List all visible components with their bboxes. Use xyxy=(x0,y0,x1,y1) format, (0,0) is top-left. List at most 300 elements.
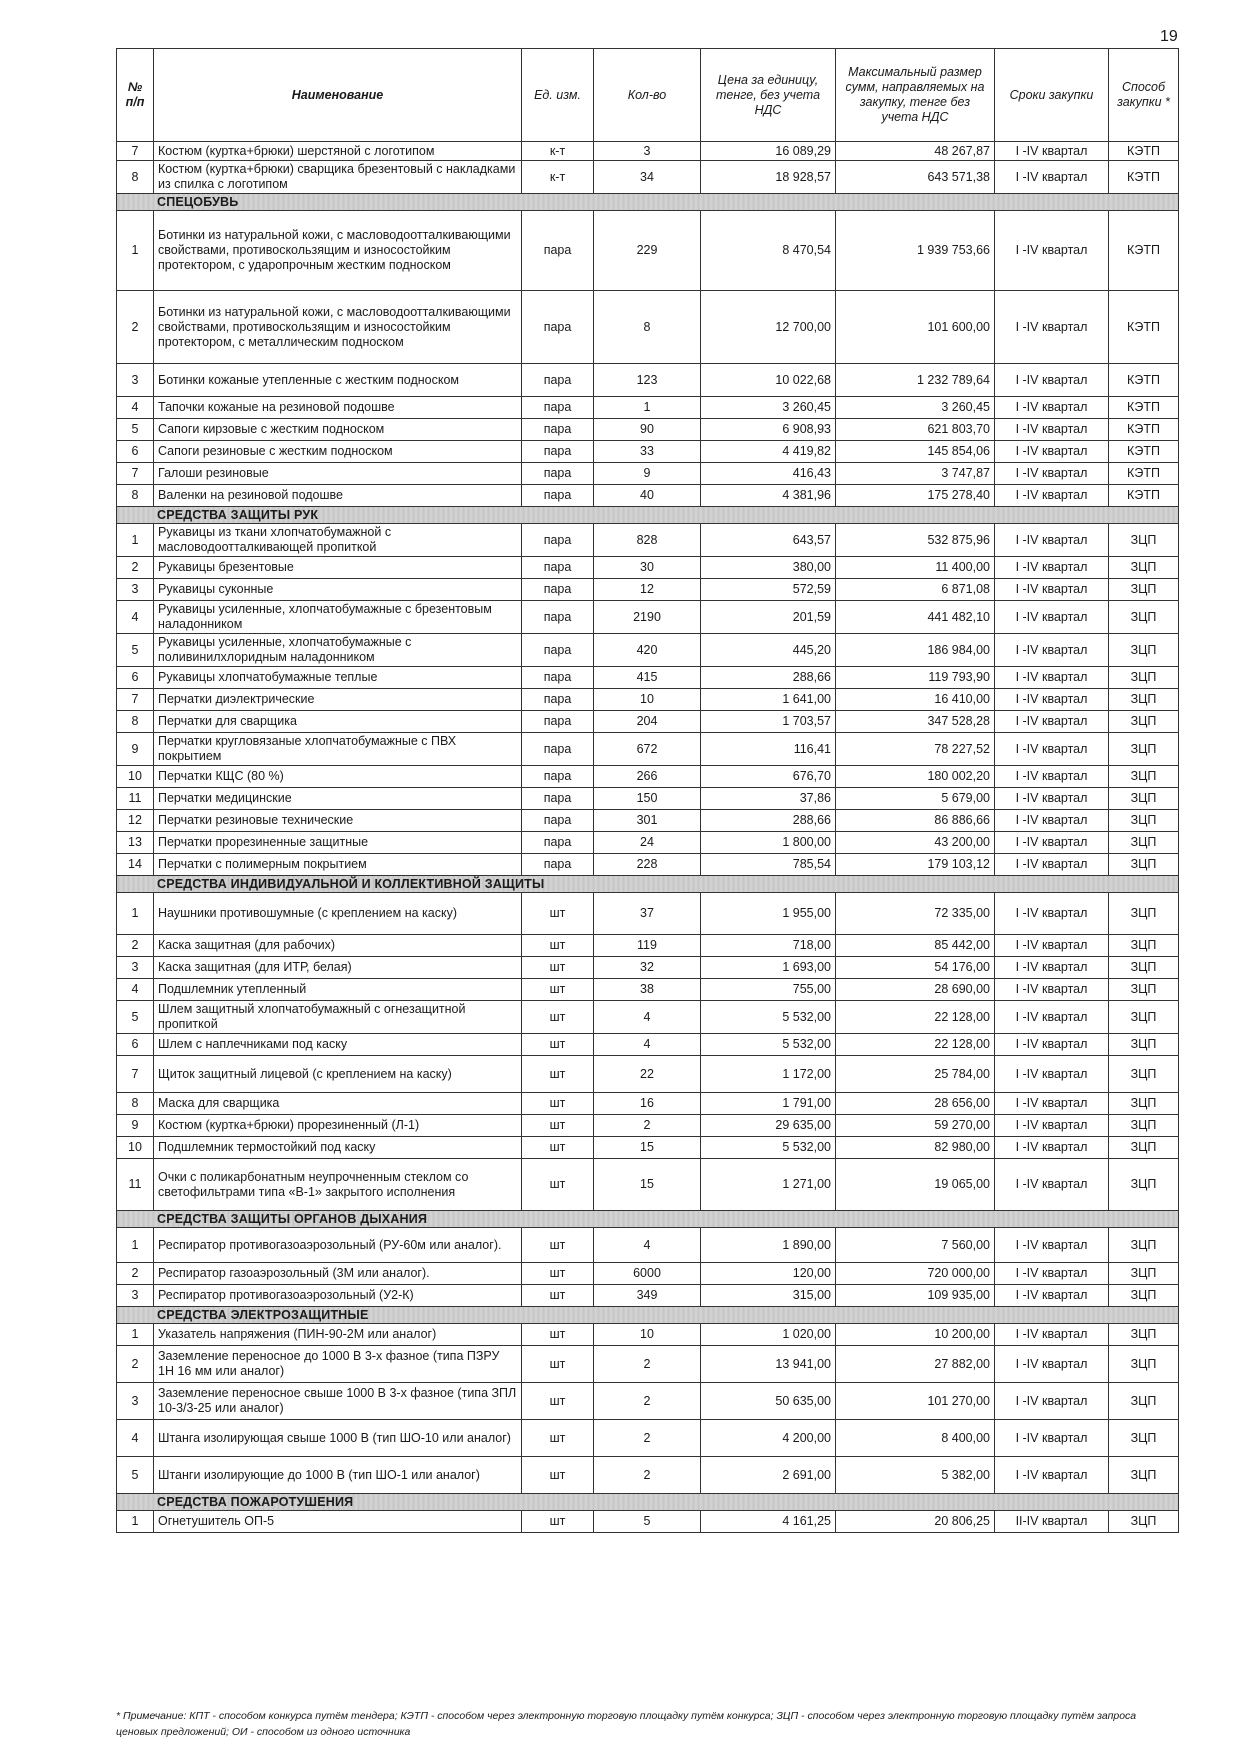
row-num: 5 xyxy=(117,1457,154,1494)
row-num: 3 xyxy=(117,957,154,979)
table-row xyxy=(117,1001,1179,1034)
row-term: I -IV квартал xyxy=(995,832,1109,854)
section-title: СРЕДСТВА ЗАЩИТЫ ОРГАНОВ ДЫХАНИЯ xyxy=(117,1211,1179,1228)
row-sum: 28 656,00 xyxy=(836,1093,995,1115)
row-method: ЗЦП xyxy=(1109,1056,1179,1093)
table-row xyxy=(117,1383,1179,1420)
row-term: I -IV квартал xyxy=(995,1001,1109,1034)
row-unit: шт xyxy=(522,1137,594,1159)
table-row xyxy=(117,979,1179,1001)
row-method: ЗЦП xyxy=(1109,893,1179,935)
row-qty: 32 xyxy=(594,957,701,979)
row-sum: 532 875,96 xyxy=(836,524,995,557)
row-method: КЭТП xyxy=(1109,211,1179,291)
row-sum: 180 002,20 xyxy=(836,766,995,788)
row-method: КЭТП xyxy=(1109,142,1179,161)
table-row xyxy=(117,957,1179,979)
row-price: 1 020,00 xyxy=(701,1324,836,1346)
table-row xyxy=(117,419,1179,441)
row-name: Подшлемник утепленный xyxy=(154,979,522,1001)
row-unit: шт xyxy=(522,1285,594,1307)
col-header-unit: Ед. изм. xyxy=(522,49,594,142)
row-sum: 5 382,00 xyxy=(836,1457,995,1494)
table-row xyxy=(117,1034,1179,1056)
row-name: Респиратор противогазоаэрозольный (РУ-60м или аналог). xyxy=(154,1228,522,1263)
row-price: 8 470,54 xyxy=(701,211,836,291)
row-num: 10 xyxy=(117,766,154,788)
row-method: КЭТП xyxy=(1109,463,1179,485)
row-sum: 119 793,90 xyxy=(836,667,995,689)
row-term: I -IV квартал xyxy=(995,766,1109,788)
row-price: 50 635,00 xyxy=(701,1383,836,1420)
row-price: 3 260,45 xyxy=(701,397,836,419)
section-header-row xyxy=(117,507,1179,524)
row-name: Перчатки диэлектрические xyxy=(154,689,522,711)
col-header-max-sum: Максимальный размер сумм, направляемых на закупку, тенге без учета НДС xyxy=(836,49,995,142)
row-unit: к-т xyxy=(522,161,594,194)
row-price: 718,00 xyxy=(701,935,836,957)
row-unit: пара xyxy=(522,364,594,397)
row-name: Очки с поликарбонатным неупрочненным стеклом со светофильтрами типа «В-1» закрытого исполнения xyxy=(154,1159,522,1211)
row-name: Перчатки резиновые технические xyxy=(154,810,522,832)
row-method: ЗЦП xyxy=(1109,689,1179,711)
row-term: I -IV квартал xyxy=(995,364,1109,397)
row-sum: 19 065,00 xyxy=(836,1159,995,1211)
row-method: ЗЦП xyxy=(1109,957,1179,979)
row-term: I -IV квартал xyxy=(995,788,1109,810)
row-price: 380,00 xyxy=(701,557,836,579)
table-row xyxy=(117,893,1179,935)
row-qty: 2 xyxy=(594,1383,701,1420)
row-name: Наушники противошумные (с креплением на каску) xyxy=(154,893,522,935)
table-row xyxy=(117,557,1179,579)
row-unit: пара xyxy=(522,854,594,876)
row-qty: 123 xyxy=(594,364,701,397)
row-name: Маска для сварщика xyxy=(154,1093,522,1115)
table-row xyxy=(117,634,1179,667)
row-method: ЗЦП xyxy=(1109,832,1179,854)
row-qty: 15 xyxy=(594,1159,701,1211)
row-name: Щиток защитный лицевой (с креплением на каску) xyxy=(154,1056,522,1093)
table-row xyxy=(117,1263,1179,1285)
row-unit: к-т xyxy=(522,142,594,161)
table-row xyxy=(117,142,1179,161)
row-term: I -IV квартал xyxy=(995,957,1109,979)
row-sum: 3 260,45 xyxy=(836,397,995,419)
row-num: 8 xyxy=(117,1093,154,1115)
row-term: I -IV квартал xyxy=(995,1093,1109,1115)
row-num: 10 xyxy=(117,1137,154,1159)
row-unit: шт xyxy=(522,1420,594,1457)
row-method: ЗЦП xyxy=(1109,810,1179,832)
row-unit: пара xyxy=(522,485,594,507)
row-term: I -IV квартал xyxy=(995,1383,1109,1420)
section-title: СРЕДСТВА ПОЖАРОТУШЕНИЯ xyxy=(117,1494,1179,1511)
row-name: Сапоги кирзовые с жестким подноском xyxy=(154,419,522,441)
row-qty: 24 xyxy=(594,832,701,854)
row-term: I -IV квартал xyxy=(995,979,1109,1001)
row-sum: 22 128,00 xyxy=(836,1001,995,1034)
row-unit: шт xyxy=(522,1228,594,1263)
row-name: Перчатки кругловязаные хлопчатобумажные с ПВХ покрытием xyxy=(154,733,522,766)
table-row xyxy=(117,1420,1179,1457)
table-row xyxy=(117,463,1179,485)
row-num: 13 xyxy=(117,832,154,854)
row-method: ЗЦП xyxy=(1109,667,1179,689)
row-price: 18 928,57 xyxy=(701,161,836,194)
row-sum: 8 400,00 xyxy=(836,1420,995,1457)
row-term: I -IV квартал xyxy=(995,485,1109,507)
row-term: I -IV квартал xyxy=(995,397,1109,419)
section-title: СРЕДСТВА ЗАЩИТЫ РУК xyxy=(117,507,1179,524)
row-sum: 643 571,38 xyxy=(836,161,995,194)
row-term: I -IV квартал xyxy=(995,711,1109,733)
row-unit: шт xyxy=(522,1056,594,1093)
table-row xyxy=(117,1137,1179,1159)
row-price: 1 890,00 xyxy=(701,1228,836,1263)
row-unit: шт xyxy=(522,935,594,957)
row-term: I -IV квартал xyxy=(995,1263,1109,1285)
row-method: ЗЦП xyxy=(1109,1285,1179,1307)
row-price: 288,66 xyxy=(701,667,836,689)
table-row xyxy=(117,1285,1179,1307)
row-qty: 90 xyxy=(594,419,701,441)
row-method: ЗЦП xyxy=(1109,711,1179,733)
row-name: Ботинки кожаные утепленные с жестким подноском xyxy=(154,364,522,397)
row-method: КЭТП xyxy=(1109,397,1179,419)
table-row xyxy=(117,291,1179,364)
row-num: 3 xyxy=(117,1285,154,1307)
table-row xyxy=(117,711,1179,733)
row-term: I -IV квартал xyxy=(995,524,1109,557)
row-qty: 2 xyxy=(594,1457,701,1494)
row-qty: 228 xyxy=(594,854,701,876)
row-price: 37,86 xyxy=(701,788,836,810)
row-num: 5 xyxy=(117,419,154,441)
row-name: Тапочки кожаные на резиновой подошве xyxy=(154,397,522,419)
row-term: I -IV квартал xyxy=(995,579,1109,601)
footnote: * Примечание: КПТ - способом конкурса путём тендера; КЭТП - способом через электронную торговую площадку путём конкурса; ЗЦП - способом через электронную торговую площадку путём запроса ценовых предложений; ОИ - способом из одного источника xyxy=(116,1710,1137,1738)
col-header-qty: Кол-во xyxy=(594,49,701,142)
row-term: I -IV квартал xyxy=(995,1137,1109,1159)
row-term: I -IV квартал xyxy=(995,1228,1109,1263)
section-header-row xyxy=(117,876,1179,893)
table-row xyxy=(117,854,1179,876)
table-row xyxy=(117,1228,1179,1263)
table-row xyxy=(117,667,1179,689)
row-name: Респиратор газоаэрозольный (3М или аналог). xyxy=(154,1263,522,1285)
table-row xyxy=(117,161,1179,194)
row-term: I -IV квартал xyxy=(995,1115,1109,1137)
row-name: Огнетушитель ОП-5 xyxy=(154,1511,522,1533)
table-row xyxy=(117,485,1179,507)
row-num: 7 xyxy=(117,142,154,161)
row-price: 445,20 xyxy=(701,634,836,667)
row-method: ЗЦП xyxy=(1109,1093,1179,1115)
row-qty: 5 xyxy=(594,1511,701,1533)
row-num: 8 xyxy=(117,485,154,507)
row-sum: 720 000,00 xyxy=(836,1263,995,1285)
row-price: 5 532,00 xyxy=(701,1001,836,1034)
section-header-row xyxy=(117,194,1179,211)
table-row xyxy=(117,788,1179,810)
row-price: 416,43 xyxy=(701,463,836,485)
row-sum: 347 528,28 xyxy=(836,711,995,733)
row-sum: 59 270,00 xyxy=(836,1115,995,1137)
row-qty: 37 xyxy=(594,893,701,935)
row-sum: 1 939 753,66 xyxy=(836,211,995,291)
col-header-terms: Сроки закупки xyxy=(995,49,1109,142)
row-qty: 229 xyxy=(594,211,701,291)
row-price: 2 691,00 xyxy=(701,1457,836,1494)
row-name: Перчатки для сварщика xyxy=(154,711,522,733)
row-num: 2 xyxy=(117,291,154,364)
row-qty: 2 xyxy=(594,1115,701,1137)
row-qty: 12 xyxy=(594,579,701,601)
row-num: 4 xyxy=(117,979,154,1001)
row-sum: 22 128,00 xyxy=(836,1034,995,1056)
row-num: 6 xyxy=(117,441,154,463)
row-price: 29 635,00 xyxy=(701,1115,836,1137)
row-qty: 33 xyxy=(594,441,701,463)
row-name: Подшлемник термостойкий под каску xyxy=(154,1137,522,1159)
row-qty: 2 xyxy=(594,1346,701,1383)
row-qty: 349 xyxy=(594,1285,701,1307)
row-name: Рукавицы усиленные, хлопчатобумажные с поливинилхлоридным наладонником xyxy=(154,634,522,667)
col-header-name: Наименование xyxy=(154,49,522,142)
row-qty: 4 xyxy=(594,1034,701,1056)
row-method: ЗЦП xyxy=(1109,854,1179,876)
row-unit: пара xyxy=(522,524,594,557)
row-unit: пара xyxy=(522,463,594,485)
row-name: Костюм (куртка+брюки) шерстяной с логотипом xyxy=(154,142,522,161)
row-term: I -IV квартал xyxy=(995,441,1109,463)
row-sum: 25 784,00 xyxy=(836,1056,995,1093)
row-num: 9 xyxy=(117,1115,154,1137)
row-method: ЗЦП xyxy=(1109,557,1179,579)
row-price: 12 700,00 xyxy=(701,291,836,364)
row-sum: 72 335,00 xyxy=(836,893,995,935)
row-sum: 16 410,00 xyxy=(836,689,995,711)
row-name: Штанги изолирующие до 1000 В (тип ШО-1 или аналог) xyxy=(154,1457,522,1494)
row-price: 315,00 xyxy=(701,1285,836,1307)
row-sum: 85 442,00 xyxy=(836,935,995,957)
row-name: Перчатки медицинские xyxy=(154,788,522,810)
row-price: 4 381,96 xyxy=(701,485,836,507)
row-term: I -IV квартал xyxy=(995,1056,1109,1093)
row-sum: 20 806,25 xyxy=(836,1511,995,1533)
table-row xyxy=(117,733,1179,766)
row-unit: пара xyxy=(522,579,594,601)
row-method: ЗЦП xyxy=(1109,1137,1179,1159)
row-name: Рукавицы суконные xyxy=(154,579,522,601)
row-name: Рукавицы из ткани хлопчатобумажной с масловодоотталкивающей пропиткой xyxy=(154,524,522,557)
row-name: Рукавицы хлопчатобумажные теплые xyxy=(154,667,522,689)
row-unit: шт xyxy=(522,1001,594,1034)
row-term: I -IV квартал xyxy=(995,142,1109,161)
row-qty: 15 xyxy=(594,1137,701,1159)
row-qty: 415 xyxy=(594,667,701,689)
row-unit: шт xyxy=(522,1263,594,1285)
row-qty: 119 xyxy=(594,935,701,957)
section-header-row xyxy=(117,1211,1179,1228)
row-name: Ботинки из натуральной кожи, с масловодоотталкивающими свойствами, противоскользящим и износостойким протектором, с металлическим подноском xyxy=(154,291,522,364)
row-qty: 8 xyxy=(594,291,701,364)
row-sum: 10 200,00 xyxy=(836,1324,995,1346)
table-row xyxy=(117,1115,1179,1137)
row-method: ЗЦП xyxy=(1109,1001,1179,1034)
row-sum: 101 270,00 xyxy=(836,1383,995,1420)
row-method: ЗЦП xyxy=(1109,733,1179,766)
row-qty: 10 xyxy=(594,1324,701,1346)
row-unit: пара xyxy=(522,419,594,441)
row-unit: пара xyxy=(522,441,594,463)
row-name: Костюм (куртка+брюки) прорезиненный (Л-1) xyxy=(154,1115,522,1137)
section-header-row xyxy=(117,1307,1179,1324)
row-num: 1 xyxy=(117,1511,154,1533)
row-unit: шт xyxy=(522,1346,594,1383)
row-num: 2 xyxy=(117,1263,154,1285)
row-term: I -IV квартал xyxy=(995,733,1109,766)
row-term: I -IV квартал xyxy=(995,601,1109,634)
row-sum: 54 176,00 xyxy=(836,957,995,979)
row-name: Валенки на резиновой подошве xyxy=(154,485,522,507)
table-row xyxy=(117,1457,1179,1494)
row-num: 4 xyxy=(117,397,154,419)
row-name: Перчатки прорезиненные защитные xyxy=(154,832,522,854)
row-unit: шт xyxy=(522,1159,594,1211)
row-price: 1 800,00 xyxy=(701,832,836,854)
row-sum: 48 267,87 xyxy=(836,142,995,161)
row-price: 10 022,68 xyxy=(701,364,836,397)
row-name: Штанга изолирующая свыше 1000 В (тип ШО-10 или аналог) xyxy=(154,1420,522,1457)
row-name: Галоши резиновые xyxy=(154,463,522,485)
row-sum: 441 482,10 xyxy=(836,601,995,634)
row-num: 12 xyxy=(117,810,154,832)
row-unit: пара xyxy=(522,766,594,788)
row-num: 1 xyxy=(117,893,154,935)
table-row xyxy=(117,810,1179,832)
row-qty: 34 xyxy=(594,161,701,194)
row-unit: пара xyxy=(522,810,594,832)
row-sum: 186 984,00 xyxy=(836,634,995,667)
row-num: 2 xyxy=(117,935,154,957)
row-qty: 10 xyxy=(594,689,701,711)
row-num: 9 xyxy=(117,733,154,766)
row-method: ЗЦП xyxy=(1109,524,1179,557)
row-qty: 4 xyxy=(594,1228,701,1263)
row-unit: пара xyxy=(522,733,594,766)
table-row xyxy=(117,211,1179,291)
row-method: ЗЦП xyxy=(1109,1383,1179,1420)
row-num: 11 xyxy=(117,1159,154,1211)
row-method: КЭТП xyxy=(1109,419,1179,441)
row-method: ЗЦП xyxy=(1109,579,1179,601)
row-method: ЗЦП xyxy=(1109,1115,1179,1137)
row-unit: пара xyxy=(522,711,594,733)
row-num: 2 xyxy=(117,557,154,579)
row-unit: шт xyxy=(522,1093,594,1115)
row-term: I -IV квартал xyxy=(995,810,1109,832)
row-method: ЗЦП xyxy=(1109,634,1179,667)
row-sum: 101 600,00 xyxy=(836,291,995,364)
row-method: КЭТП xyxy=(1109,291,1179,364)
row-price: 1 641,00 xyxy=(701,689,836,711)
row-unit: шт xyxy=(522,979,594,1001)
row-method: ЗЦП xyxy=(1109,1324,1179,1346)
row-qty: 301 xyxy=(594,810,701,832)
row-unit: пара xyxy=(522,689,594,711)
col-header-num: № п/п xyxy=(117,49,154,142)
row-method: КЭТП xyxy=(1109,364,1179,397)
table-row xyxy=(117,766,1179,788)
row-num: 4 xyxy=(117,1420,154,1457)
row-sum: 82 980,00 xyxy=(836,1137,995,1159)
row-price: 201,59 xyxy=(701,601,836,634)
row-qty: 38 xyxy=(594,979,701,1001)
row-qty: 16 xyxy=(594,1093,701,1115)
row-name: Шлем с наплечниками под каску xyxy=(154,1034,522,1056)
table-row xyxy=(117,832,1179,854)
row-term: I -IV квартал xyxy=(995,1346,1109,1383)
row-term: I -IV квартал xyxy=(995,161,1109,194)
row-name: Шлем защитный хлопчатобумажный с огнезащитной пропиткой xyxy=(154,1001,522,1034)
row-sum: 7 560,00 xyxy=(836,1228,995,1263)
row-sum: 28 690,00 xyxy=(836,979,995,1001)
row-price: 288,66 xyxy=(701,810,836,832)
procurement-table xyxy=(116,48,1179,1533)
row-price: 1 693,00 xyxy=(701,957,836,979)
row-price: 1 271,00 xyxy=(701,1159,836,1211)
row-method: ЗЦП xyxy=(1109,601,1179,634)
row-qty: 1 xyxy=(594,397,701,419)
row-name: Рукавицы усиленные, хлопчатобумажные с брезентовым наладонником xyxy=(154,601,522,634)
row-num: 5 xyxy=(117,1001,154,1034)
row-unit: пара xyxy=(522,634,594,667)
section-header-row xyxy=(117,1494,1179,1511)
row-name: Заземление переносное до 1000 В 3-х фазное (типа ПЗРУ 1Н 16 мм или аналог) xyxy=(154,1346,522,1383)
table-row xyxy=(117,1346,1179,1383)
table-row xyxy=(117,524,1179,557)
row-price: 4 200,00 xyxy=(701,1420,836,1457)
row-term: I -IV квартал xyxy=(995,557,1109,579)
table-row xyxy=(117,935,1179,957)
row-num: 3 xyxy=(117,364,154,397)
row-qty: 420 xyxy=(594,634,701,667)
row-name: Респиратор противогазоаэрозольный (У2-К) xyxy=(154,1285,522,1307)
row-unit: шт xyxy=(522,1383,594,1420)
row-term: I -IV квартал xyxy=(995,854,1109,876)
row-name: Указатель напряжения (ПИН-90-2М или аналог) xyxy=(154,1324,522,1346)
row-method: ЗЦП xyxy=(1109,1228,1179,1263)
row-price: 120,00 xyxy=(701,1263,836,1285)
row-num: 7 xyxy=(117,689,154,711)
table-row xyxy=(117,1056,1179,1093)
row-unit: пара xyxy=(522,788,594,810)
row-price: 13 941,00 xyxy=(701,1346,836,1383)
row-method: ЗЦП xyxy=(1109,1420,1179,1457)
row-method: КЭТП xyxy=(1109,485,1179,507)
row-method: ЗЦП xyxy=(1109,1159,1179,1211)
row-sum: 179 103,12 xyxy=(836,854,995,876)
table-row xyxy=(117,397,1179,419)
section-title: СПЕЦОБУВЬ xyxy=(117,194,1179,211)
row-name: Каска защитная (для рабочих) xyxy=(154,935,522,957)
row-sum: 175 278,40 xyxy=(836,485,995,507)
row-num: 1 xyxy=(117,1228,154,1263)
row-qty: 672 xyxy=(594,733,701,766)
row-sum: 145 854,06 xyxy=(836,441,995,463)
